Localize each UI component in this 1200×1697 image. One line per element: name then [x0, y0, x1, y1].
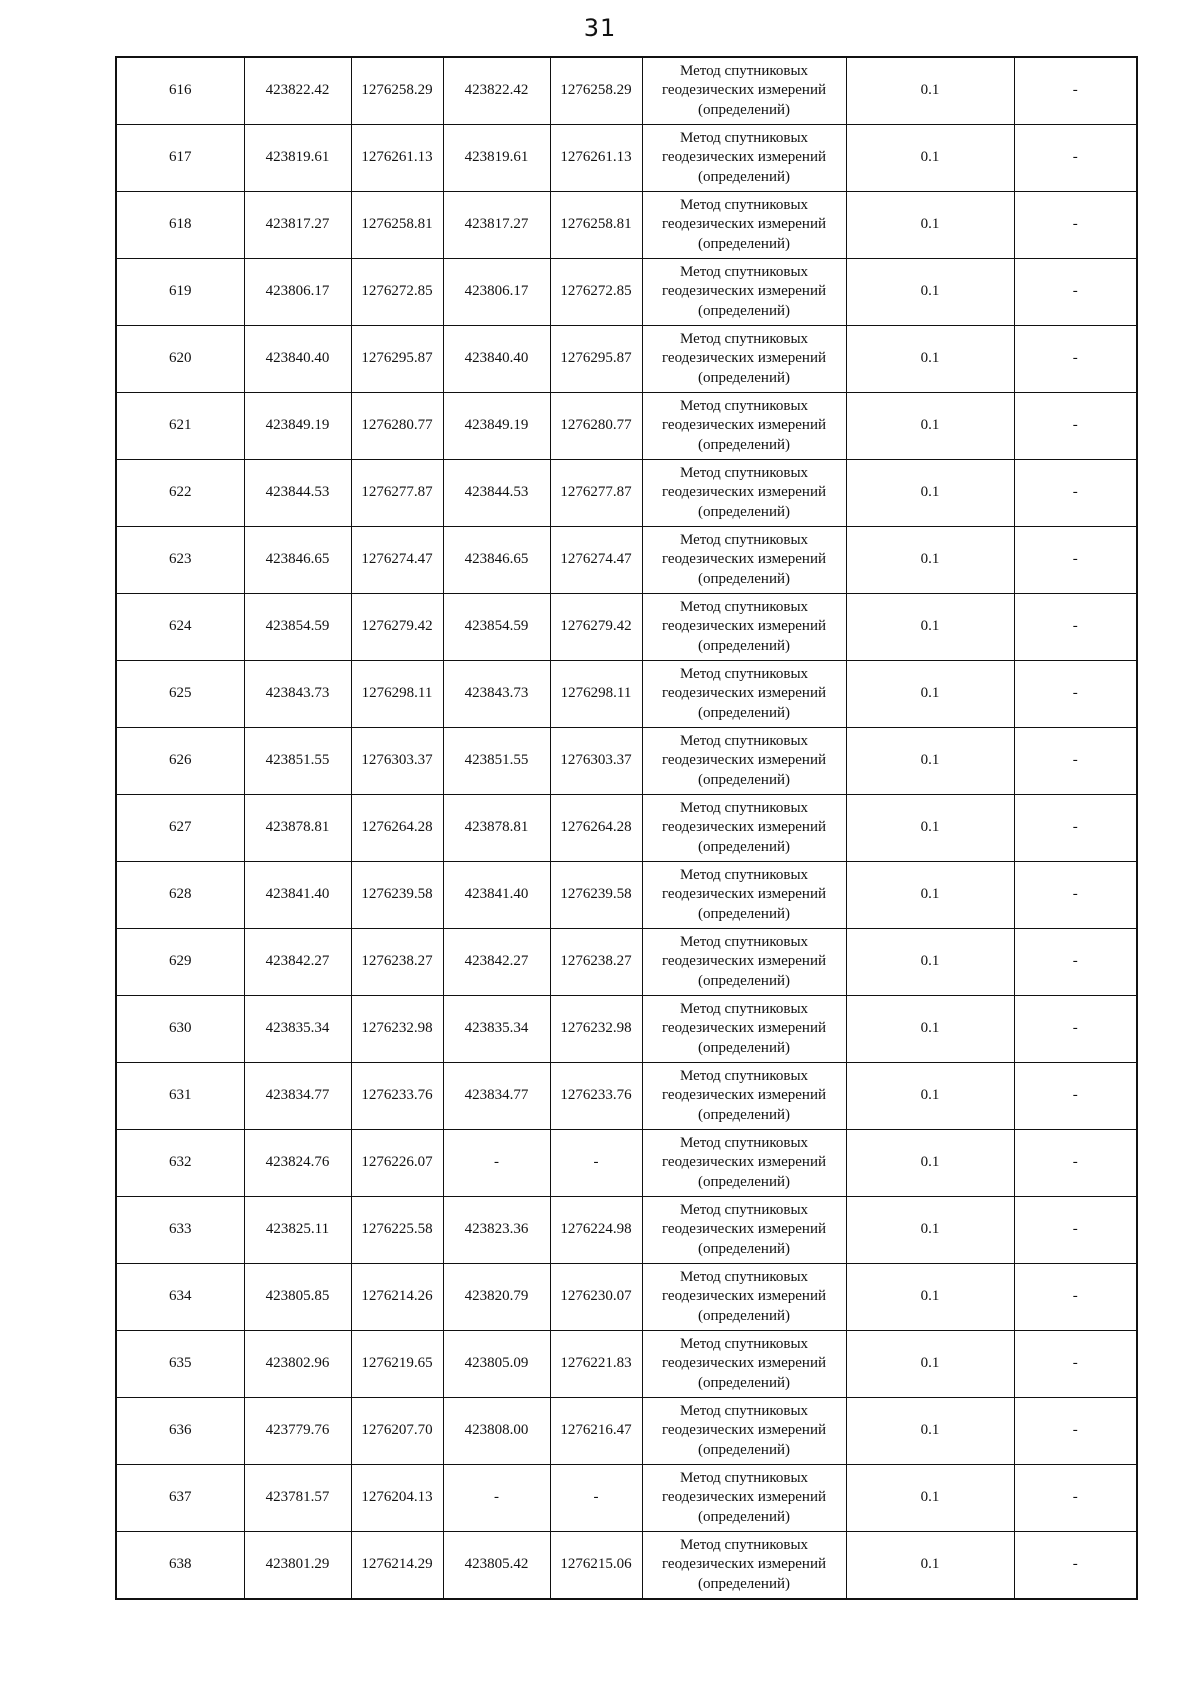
- method-text-line: геодезических измерений: [661, 1020, 827, 1037]
- point-number-cell: 637: [116, 1465, 244, 1532]
- method-text-line: (определений): [698, 1173, 790, 1190]
- refined-y-cell: 1276230.07: [550, 1264, 642, 1331]
- note-cell: -: [1014, 259, 1137, 326]
- method-cell: [642, 125, 846, 192]
- method-text-line: геодезических измерений: [661, 1288, 827, 1305]
- note-cell: -: [1014, 661, 1137, 728]
- refined-y-cell: 1276261.13: [550, 125, 642, 192]
- method-text-line: (определений): [698, 771, 790, 788]
- method-cell: [642, 259, 846, 326]
- existing-y-cell: 1276280.77: [351, 393, 443, 460]
- method-text-line: геодезических измерений: [661, 82, 827, 99]
- point-number-cell: 621: [116, 393, 244, 460]
- method-text-line: (определений): [698, 1039, 790, 1056]
- table-row: [116, 594, 1137, 661]
- refined-x-cell: 423840.40: [443, 326, 550, 393]
- point-number-cell: 619: [116, 259, 244, 326]
- method-text-line: (определений): [698, 503, 790, 520]
- point-number-cell: 622: [116, 460, 244, 527]
- refined-y-cell: 1276239.58: [550, 862, 642, 929]
- accuracy-cell: 0.1: [846, 527, 1014, 594]
- point-number-cell: 620: [116, 326, 244, 393]
- table-row: [116, 527, 1137, 594]
- point-number-cell: 628: [116, 862, 244, 929]
- note-cell: -: [1014, 1465, 1137, 1532]
- refined-y-cell: 1276224.98: [550, 1197, 642, 1264]
- method-text-line: (определений): [698, 905, 790, 922]
- method-cell: [642, 527, 846, 594]
- existing-y-cell: 1276272.85: [351, 259, 443, 326]
- method-cell: [642, 192, 846, 259]
- method-cell: [642, 1130, 846, 1197]
- method-cell: [642, 929, 846, 996]
- method-text-line: Метод спутниковых: [679, 1335, 809, 1352]
- point-number-cell: 616: [116, 57, 244, 125]
- existing-x-cell: 423851.55: [244, 728, 351, 795]
- refined-y-cell: 1276232.98: [550, 996, 642, 1063]
- existing-x-cell: 423846.65: [244, 527, 351, 594]
- refined-x-cell: 423805.42: [443, 1532, 550, 1600]
- table-row: [116, 125, 1137, 192]
- method-text-line: Метод спутниковых: [679, 464, 809, 481]
- method-text-line: Метод спутниковых: [679, 799, 809, 816]
- existing-x-cell: 423822.42: [244, 57, 351, 125]
- existing-x-cell: 423819.61: [244, 125, 351, 192]
- table-row: [116, 1197, 1137, 1264]
- note-cell: -: [1014, 527, 1137, 594]
- existing-y-cell: 1276207.70: [351, 1398, 443, 1465]
- point-number-cell: 625: [116, 661, 244, 728]
- accuracy-cell: 0.1: [846, 1465, 1014, 1532]
- refined-y-cell: 1276264.28: [550, 795, 642, 862]
- point-number-cell: 632: [116, 1130, 244, 1197]
- method-text-line: геодезических измерений: [661, 216, 827, 233]
- existing-y-cell: 1276264.28: [351, 795, 443, 862]
- refined-y-cell: 1276277.87: [550, 460, 642, 527]
- note-cell: -: [1014, 1197, 1137, 1264]
- method-text-line: Метод спутниковых: [679, 732, 809, 749]
- accuracy-cell: 0.1: [846, 393, 1014, 460]
- refined-x-cell: -: [443, 1130, 550, 1197]
- refined-x-cell: 423842.27: [443, 929, 550, 996]
- method-text-line: (определений): [698, 1508, 790, 1525]
- note-cell: -: [1014, 1130, 1137, 1197]
- refined-x-cell: 423844.53: [443, 460, 550, 527]
- note-cell: -: [1014, 1398, 1137, 1465]
- method-cell: [642, 1331, 846, 1398]
- existing-y-cell: 1276258.29: [351, 57, 443, 125]
- accuracy-cell: 0.1: [846, 125, 1014, 192]
- table-row: [116, 1130, 1137, 1197]
- table-row: [116, 1465, 1137, 1532]
- method-text-line: геодезических измерений: [661, 1355, 827, 1372]
- point-number-cell: 617: [116, 125, 244, 192]
- point-number-cell: 636: [116, 1398, 244, 1465]
- method-text-line: геодезических измерений: [661, 1087, 827, 1104]
- existing-y-cell: 1276258.81: [351, 192, 443, 259]
- method-text-line: Метод спутниковых: [679, 933, 809, 950]
- table-row: [116, 795, 1137, 862]
- method-text-line: геодезических измерений: [661, 1489, 827, 1506]
- note-cell: -: [1014, 125, 1137, 192]
- existing-y-cell: 1276233.76: [351, 1063, 443, 1130]
- method-cell: [642, 1465, 846, 1532]
- method-text-line: (определений): [698, 235, 790, 252]
- existing-y-cell: 1276274.47: [351, 527, 443, 594]
- method-text-line: Метод спутниковых: [679, 397, 809, 414]
- note-cell: -: [1014, 1331, 1137, 1398]
- existing-x-cell: 423854.59: [244, 594, 351, 661]
- existing-x-cell: 423805.85: [244, 1264, 351, 1331]
- method-text-line: (определений): [698, 302, 790, 319]
- method-text-line: Метод спутниковых: [679, 665, 809, 682]
- accuracy-cell: 0.1: [846, 661, 1014, 728]
- note-cell: -: [1014, 929, 1137, 996]
- table-row: [116, 996, 1137, 1063]
- method-cell: [642, 795, 846, 862]
- refined-x-cell: 423843.73: [443, 661, 550, 728]
- method-text-line: (определений): [698, 1106, 790, 1123]
- existing-y-cell: 1276239.58: [351, 862, 443, 929]
- existing-y-cell: 1276214.29: [351, 1532, 443, 1600]
- method-cell: [642, 1197, 846, 1264]
- note-cell: -: [1014, 1264, 1137, 1331]
- note-cell: -: [1014, 862, 1137, 929]
- refined-x-cell: 423854.59: [443, 594, 550, 661]
- existing-x-cell: 423844.53: [244, 460, 351, 527]
- refined-x-cell: 423835.34: [443, 996, 550, 1063]
- refined-x-cell: -: [443, 1465, 550, 1532]
- method-text-line: Метод спутниковых: [679, 1536, 809, 1553]
- method-text-line: Метод спутниковых: [679, 196, 809, 213]
- existing-x-cell: 423824.76: [244, 1130, 351, 1197]
- method-cell: [642, 862, 846, 929]
- existing-y-cell: 1276295.87: [351, 326, 443, 393]
- refined-x-cell: 423834.77: [443, 1063, 550, 1130]
- accuracy-cell: 0.1: [846, 1398, 1014, 1465]
- method-text-line: (определений): [698, 1307, 790, 1324]
- existing-x-cell: 423802.96: [244, 1331, 351, 1398]
- refined-x-cell: 423820.79: [443, 1264, 550, 1331]
- table-row: [116, 862, 1137, 929]
- method-cell: [642, 57, 846, 125]
- accuracy-cell: 0.1: [846, 1532, 1014, 1600]
- existing-y-cell: 1276214.26: [351, 1264, 443, 1331]
- point-number-cell: 635: [116, 1331, 244, 1398]
- method-text-line: (определений): [698, 168, 790, 185]
- method-text-line: геодезических измерений: [661, 149, 827, 166]
- table-row: [116, 57, 1137, 125]
- existing-y-cell: 1276204.13: [351, 1465, 443, 1532]
- refined-y-cell: 1276215.06: [550, 1532, 642, 1600]
- refined-y-cell: 1276298.11: [550, 661, 642, 728]
- existing-x-cell: 423841.40: [244, 862, 351, 929]
- note-cell: -: [1014, 1532, 1137, 1600]
- point-number-cell: 629: [116, 929, 244, 996]
- page-number: 31: [583, 14, 617, 42]
- existing-x-cell: 423779.76: [244, 1398, 351, 1465]
- existing-y-cell: 1276232.98: [351, 996, 443, 1063]
- refined-x-cell: 423817.27: [443, 192, 550, 259]
- note-cell: -: [1014, 326, 1137, 393]
- table-row: [116, 1264, 1137, 1331]
- method-text-line: геодезических измерений: [661, 819, 827, 836]
- method-text-line: (определений): [698, 1441, 790, 1458]
- table-row: [116, 1331, 1137, 1398]
- note-cell: -: [1014, 192, 1137, 259]
- method-text-line: геодезических измерений: [661, 886, 827, 903]
- method-text-line: Метод спутниковых: [679, 263, 809, 280]
- method-text-line: геодезических измерений: [661, 350, 827, 367]
- method-text-line: геодезических измерений: [661, 417, 827, 434]
- method-text-line: Метод спутниковых: [679, 1402, 809, 1419]
- existing-x-cell: 423817.27: [244, 192, 351, 259]
- refined-x-cell: 423841.40: [443, 862, 550, 929]
- refined-y-cell: 1276274.47: [550, 527, 642, 594]
- note-cell: -: [1014, 996, 1137, 1063]
- accuracy-cell: 0.1: [846, 1063, 1014, 1130]
- table-row: [116, 460, 1137, 527]
- existing-y-cell: 1276219.65: [351, 1331, 443, 1398]
- refined-y-cell: 1276280.77: [550, 393, 642, 460]
- accuracy-cell: 0.1: [846, 1197, 1014, 1264]
- refined-x-cell: 423806.17: [443, 259, 550, 326]
- existing-x-cell: 423801.29: [244, 1532, 351, 1600]
- refined-x-cell: 423878.81: [443, 795, 550, 862]
- accuracy-cell: 0.1: [846, 929, 1014, 996]
- method-text-line: (определений): [698, 570, 790, 587]
- refined-y-cell: 1276258.29: [550, 57, 642, 125]
- existing-x-cell: 423835.34: [244, 996, 351, 1063]
- method-text-line: геодезических измерений: [661, 1221, 827, 1238]
- table-row: [116, 728, 1137, 795]
- method-text-line: геодезических измерений: [661, 283, 827, 300]
- method-text-line: геодезических измерений: [661, 1422, 827, 1439]
- existing-x-cell: 423843.73: [244, 661, 351, 728]
- accuracy-cell: 0.1: [846, 862, 1014, 929]
- method-text-line: Метод спутниковых: [679, 1000, 809, 1017]
- method-cell: [642, 1264, 846, 1331]
- refined-x-cell: 423822.42: [443, 57, 550, 125]
- refined-x-cell: 423808.00: [443, 1398, 550, 1465]
- method-text-line: Метод спутниковых: [679, 1268, 809, 1285]
- note-cell: -: [1014, 393, 1137, 460]
- existing-x-cell: 423849.19: [244, 393, 351, 460]
- existing-x-cell: 423840.40: [244, 326, 351, 393]
- method-cell: [642, 594, 846, 661]
- table-row: [116, 1532, 1137, 1600]
- method-text-line: геодезических измерений: [661, 752, 827, 769]
- point-number-cell: 638: [116, 1532, 244, 1600]
- table-row: [116, 1398, 1137, 1465]
- method-text-line: Метод спутниковых: [679, 531, 809, 548]
- existing-x-cell: 423842.27: [244, 929, 351, 996]
- method-cell: [642, 728, 846, 795]
- method-text-line: (определений): [698, 838, 790, 855]
- refined-y-cell: 1276303.37: [550, 728, 642, 795]
- method-text-line: геодезических измерений: [661, 1556, 827, 1573]
- method-text-line: Метод спутниковых: [679, 866, 809, 883]
- accuracy-cell: 0.1: [846, 1130, 1014, 1197]
- existing-x-cell: 423878.81: [244, 795, 351, 862]
- point-number-cell: 623: [116, 527, 244, 594]
- refined-y-cell: 1276221.83: [550, 1331, 642, 1398]
- accuracy-cell: 0.1: [846, 728, 1014, 795]
- table-row: [116, 661, 1137, 728]
- refined-y-cell: 1276258.81: [550, 192, 642, 259]
- method-text-line: (определений): [698, 101, 790, 118]
- table-body: [116, 57, 1137, 1599]
- method-cell: [642, 661, 846, 728]
- method-cell: [642, 393, 846, 460]
- method-text-line: (определений): [698, 637, 790, 654]
- point-number-cell: 633: [116, 1197, 244, 1264]
- method-text-line: (определений): [698, 369, 790, 386]
- method-text-line: (определений): [698, 436, 790, 453]
- method-text-line: (определений): [698, 704, 790, 721]
- point-number-cell: 626: [116, 728, 244, 795]
- accuracy-cell: 0.1: [846, 1331, 1014, 1398]
- refined-x-cell: 423846.65: [443, 527, 550, 594]
- accuracy-cell: 0.1: [846, 594, 1014, 661]
- method-text-line: (определений): [698, 1240, 790, 1257]
- note-cell: -: [1014, 460, 1137, 527]
- table-row: [116, 929, 1137, 996]
- method-cell: [642, 996, 846, 1063]
- refined-y-cell: 1276279.42: [550, 594, 642, 661]
- method-text-line: геодезических измерений: [661, 551, 827, 568]
- note-cell: -: [1014, 795, 1137, 862]
- refined-x-cell: 423851.55: [443, 728, 550, 795]
- refined-x-cell: 423805.09: [443, 1331, 550, 1398]
- point-number-cell: 634: [116, 1264, 244, 1331]
- table-row: [116, 259, 1137, 326]
- point-number-cell: 631: [116, 1063, 244, 1130]
- refined-y-cell: 1276295.87: [550, 326, 642, 393]
- table-row: [116, 1063, 1137, 1130]
- method-text-line: геодезических измерений: [661, 953, 827, 970]
- refined-y-cell: 1276233.76: [550, 1063, 642, 1130]
- note-cell: -: [1014, 57, 1137, 125]
- existing-x-cell: 423781.57: [244, 1465, 351, 1532]
- method-text-line: (определений): [698, 1575, 790, 1592]
- accuracy-cell: 0.1: [846, 460, 1014, 527]
- method-text-line: Метод спутниковых: [679, 330, 809, 347]
- method-cell: [642, 1532, 846, 1600]
- method-text-line: Метод спутниковых: [679, 62, 809, 79]
- refined-y-cell: -: [550, 1465, 642, 1532]
- accuracy-cell: 0.1: [846, 326, 1014, 393]
- method-text-line: Метод спутниковых: [679, 598, 809, 615]
- method-text-line: геодезических измерений: [661, 685, 827, 702]
- method-text-line: Метод спутниковых: [679, 1469, 809, 1486]
- existing-x-cell: 423825.11: [244, 1197, 351, 1264]
- refined-y-cell: 1276272.85: [550, 259, 642, 326]
- accuracy-cell: 0.1: [846, 192, 1014, 259]
- method-cell: [642, 1398, 846, 1465]
- refined-x-cell: 423819.61: [443, 125, 550, 192]
- accuracy-cell: 0.1: [846, 259, 1014, 326]
- refined-x-cell: 423823.36: [443, 1197, 550, 1264]
- method-cell: [642, 460, 846, 527]
- existing-y-cell: 1276225.58: [351, 1197, 443, 1264]
- note-cell: -: [1014, 1063, 1137, 1130]
- method-text-line: геодезических измерений: [661, 618, 827, 635]
- refined-y-cell: 1276216.47: [550, 1398, 642, 1465]
- existing-y-cell: 1276226.07: [351, 1130, 443, 1197]
- method-text-line: Метод спутниковых: [679, 1134, 809, 1151]
- existing-y-cell: 1276298.11: [351, 661, 443, 728]
- method-cell: [642, 1063, 846, 1130]
- accuracy-cell: 0.1: [846, 795, 1014, 862]
- point-number-cell: 630: [116, 996, 244, 1063]
- point-number-cell: 624: [116, 594, 244, 661]
- method-cell: [642, 326, 846, 393]
- table-row: [116, 393, 1137, 460]
- method-text-line: геодезических измерений: [661, 1154, 827, 1171]
- existing-y-cell: 1276279.42: [351, 594, 443, 661]
- existing-x-cell: 423806.17: [244, 259, 351, 326]
- point-number-cell: 618: [116, 192, 244, 259]
- refined-y-cell: -: [550, 1130, 642, 1197]
- accuracy-cell: 0.1: [846, 1264, 1014, 1331]
- note-cell: -: [1014, 594, 1137, 661]
- accuracy-cell: 0.1: [846, 996, 1014, 1063]
- table-row: [116, 326, 1137, 393]
- accuracy-cell: 0.1: [846, 57, 1014, 125]
- note-cell: -: [1014, 728, 1137, 795]
- method-text-line: (определений): [698, 1374, 790, 1391]
- method-text-line: геодезических измерений: [661, 484, 827, 501]
- existing-y-cell: 1276261.13: [351, 125, 443, 192]
- refined-y-cell: 1276238.27: [550, 929, 642, 996]
- refined-x-cell: 423849.19: [443, 393, 550, 460]
- point-number-cell: 627: [116, 795, 244, 862]
- method-text-line: Метод спутниковых: [679, 1201, 809, 1218]
- coordinates-table: [115, 56, 1138, 1600]
- table-row: [116, 192, 1137, 259]
- method-text-line: Метод спутниковых: [679, 1067, 809, 1084]
- existing-x-cell: 423834.77: [244, 1063, 351, 1130]
- method-text-line: (определений): [698, 972, 790, 989]
- existing-y-cell: 1276303.37: [351, 728, 443, 795]
- method-text-line: Метод спутниковых: [679, 129, 809, 146]
- existing-y-cell: 1276277.87: [351, 460, 443, 527]
- existing-y-cell: 1276238.27: [351, 929, 443, 996]
